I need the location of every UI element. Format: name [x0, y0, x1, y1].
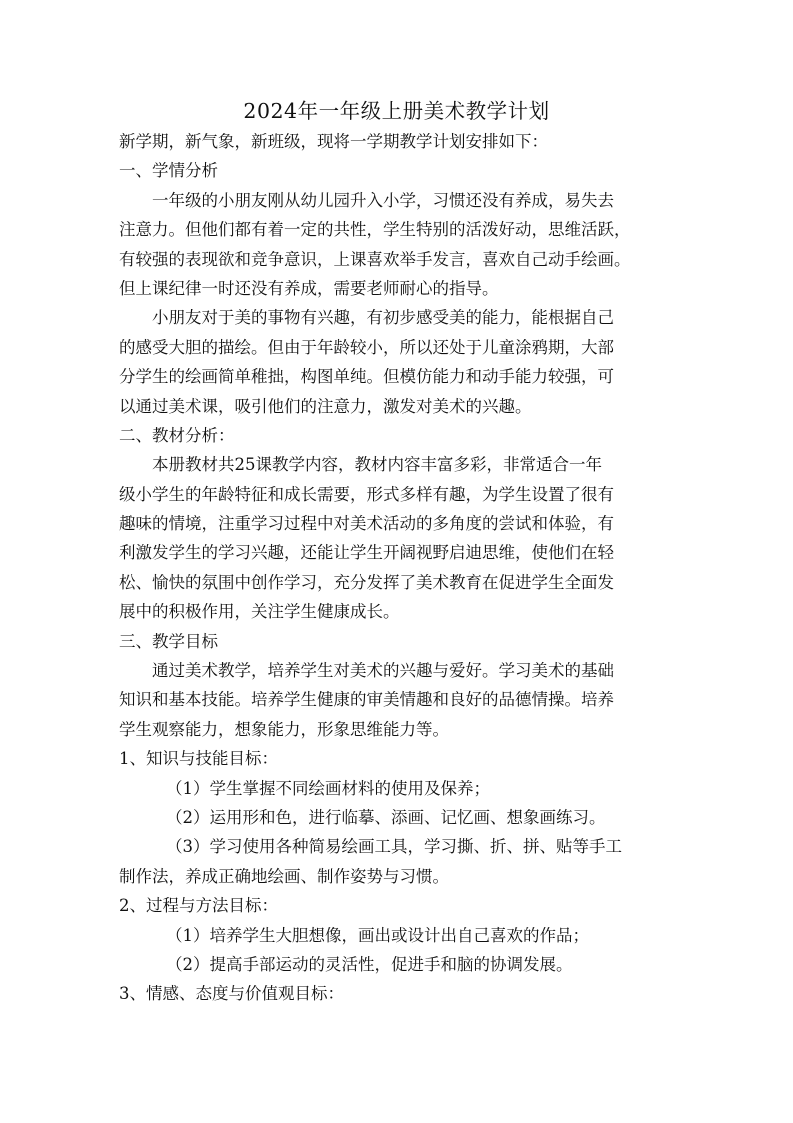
- text-line: 趣味的情境，注重学习过程中对美术活动的多角度的尝试和体验，有: [119, 514, 614, 534]
- text-line: 通过美术教学，培养学生对美术的兴趣与爱好。学习美术的基础: [152, 661, 614, 681]
- text-line: 一年级的小朋友刚从幼儿园升入小学，习惯还没有养成，易失去: [152, 190, 614, 210]
- text-line: 但上课纪律一时还没有养成，需要老师耐心的指导。: [119, 278, 499, 298]
- text-line: 级小学生的年龄特征和成长需要，形式多样有趣，为学生设置了很有: [119, 484, 614, 504]
- text-line: 学生观察能力，想象能力，形象思维能力等。: [119, 719, 449, 739]
- text-line: （1）培养学生大胆想像，画出或设计出自己喜欢的作品；: [166, 925, 589, 945]
- text-line: 展中的积极作用，关注学生健康成长。: [119, 602, 400, 622]
- text-line: 注意力。但他们都有着一定的共性，学生特别的活泼好动，思维活跃，: [119, 220, 631, 240]
- text-line: 二、教材分析：: [119, 425, 235, 445]
- text-line: 分学生的绘画简单稚拙，构图单纯。但模仿能力和动手能力较强，可: [119, 367, 614, 387]
- text-line: 以通过美术课，吸引他们的注意力，激发对美术的兴趣。: [119, 396, 532, 416]
- document-body: [119, 127, 679, 1009]
- text-line: （1）学生掌握不同绘画材料的使用及保养；: [166, 778, 490, 798]
- text-line: （2）运用形和色，进行临摹、添画、记忆画、想象画练习。: [166, 807, 606, 827]
- text-line: 1、知识与技能目标：: [119, 749, 278, 769]
- text-line: 知识和基本技能。培养学生健康的审美情趣和良好的品德情操。培养: [119, 690, 614, 710]
- text-line: 三、教学目标: [119, 631, 218, 651]
- text-line: 松、愉快的氛围中创作学习，充分发挥了美术教育在促进学生全面发: [119, 572, 614, 592]
- text-line: 利激发学生的学习兴趣，还能让学生开阔视野启迪思维，使他们在轻: [119, 543, 614, 563]
- text-line: （2）提高手部运动的灵活性，促进手和脑的协调发展。: [166, 954, 573, 974]
- text-line: 本册教材共25课教学内容，教材内容丰富多彩，非常适合一年: [152, 455, 602, 475]
- text-line: 制作法，养成正确地绘画、制作姿势与习惯。: [119, 866, 449, 886]
- text-line: （3）学习使用各种简易绘画工具，学习撕、折、拼、贴等手工: [166, 837, 622, 857]
- document-title: 2024年一年级上册美术教学计划: [243, 99, 550, 123]
- text-line: 一、学情分析: [119, 161, 218, 181]
- text-line: 小朋友对于美的事物有兴趣，有初步感受美的能力，能根据自己: [152, 308, 614, 328]
- text-line: 新学期，新气象，新班级，现将一学期教学计划安排如下：: [119, 132, 548, 151]
- text-line: 2、过程与方法目标：: [119, 896, 278, 916]
- text-line: 3、情感、态度与价值观目标：: [119, 984, 344, 1004]
- text-line: 的感受大胆的描绘。但由于年龄较小，所以还处于儿童涂鸦期，大部: [119, 337, 614, 357]
- text-line: 有较强的表现欲和竞争意识，上课喜欢举手发言，喜欢自己动手绘画。: [119, 249, 631, 269]
